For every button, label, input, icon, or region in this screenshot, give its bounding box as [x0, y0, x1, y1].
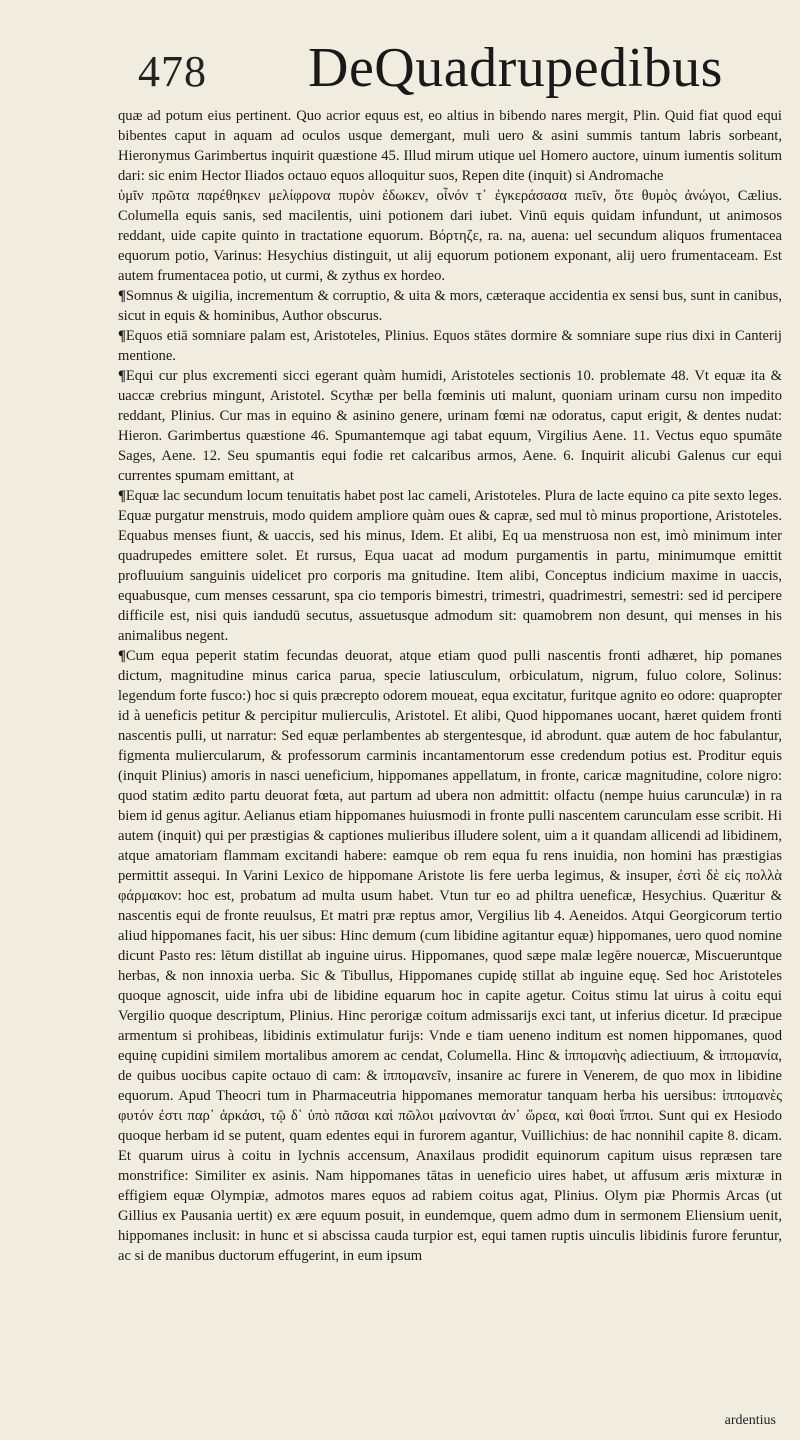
paragraph-hippomanes: ¶ Cum equa peperit statim fecundas deuorat, atque etiam quod pulli nascentis fronti adhæret, hip pomanes dictum, magnitudine minus carica parua, specie latiusculum, orbiculatum, nigrum, fuluo colore, Solinus: legendum forte fusco:) hoc si quis præcrepto odorem moueat, equa excitatur, furitque agnito eo odore: quapropter id à ueneficis petitur & percipitur mulierculis, Aristotel. Et alibi, Quod hippomanes uocant, hæret quidem fronti nascentis pulli, ut narratur: Sed equæ perlambentes ab stergentesque, id abrodunt. quæ autem de hoc fabulantur, figmenta muliercularum, & professorum carminis incantamentorum esse credendum potius est. Proditur equis (inquit Plinius) amoris in nasci ueneficium, hippomanes appellatum, in fronte, caricæ magnitudine, colore nigro: quod statim ædito partu deuorat fœta, aut partum ad ubera non admittit: olfactu (nempe huius carunculæ) in ra biem id genus agitur. Aelianus etiam hippomanes huiusmodi in fronte pulli nascentem carunculam esse scribit. Hi autem (inquit) qui per præstigias & captiones mulieribus illudere solent, uim a it quandam allicendi ad libidinem, atque amatoriam flammam excitandi habere: eamque ob rem equa fu rens inuidia, non homini has præstigias permittit assequi. In Varini Lexico de hippomane Aristote lis fere uerba legimus, & insuper, ἐστὶ δὲ εἰς πολλὰ φάρμακον: hoc est, probatum ad multa usum habet. Vtun tur eo ad philtra ueneficæ, Hesychius. Quæritur & nascentis equi de fronte reuulsus, Et matri præ reptus amor, Vergilius lib 4. Aeneidos. Atqui Georgicorum tertio aliud hippomanes facit, his uer sibus: Hinc demum (cum libidine agitantur equæ) hippomanes, uero quod nomine dicunt Pasto res: lētum distillat ab inguine uirus. Hippomanes, quod sæpe malæ legēre nouercæ, Miscueruntque herbas, & non innoxia uerba. Sic & Tibullus, Hippomanes cupidę stillat ab inguine equę. Sed hoc Aristoteles quoque agnoscit, uide infra ubi de libidine equarum hoc in capite agetur. Coitus stimu lat uirus à coitu equi Vergilio quoque descriptum, Plinius. Hinc perorigæ coitum admissarijs exci tant, ut inferius dicetur. Id præcipue armentum si prohibeas, libidinis extimulatur furijs: Vnde e tiam ueneno inditum est nomen hippomanes, quod equinę cupidini similem mortalibus amorem ac cendat, Columella. Hinc & ἱππομανὴς adiectiuum, & ἱππομανία, de quibus uocibus capite octauo di cam: & ἱππομανεῖν, insanire ac furere in Venerem, de quo mox in libidine equorum. Apud Theocri tum in Pharmaceutria hippomanes memoratur tanquam herba his uersibus: ἱππομανὲς φυτόν ἐστι παρ᾽ ἀρκάσι, τῷ δ᾽ ὑπὸ πᾶσαι καὶ πῶλοι μαίνονται ἀν᾽ ὤρεα, καὶ θοαὶ ἵπποι. Sunt qui ex Hesiodo quoque herbam id se putent, quam edentes equi in furorem agantur, Vuillichius: de hac nonnihil capite 8. dicam. Et quarum uirus à coitu in lychnis accensum, Anaxilaus prodidit equinorum capitum uisus repræsen tare monstrifice: Similiter ex asinis. Nam hippomanes tātas in ueneficio uires habet, ut affusum æris mixturæ in effigiem equæ Olympiæ, admotos mares equos ad rabiem coitus agat, Plinius. Olym piæ Phormis Arcas (ut Gillius ex Pausania uertit) ex ære equum posuit, in eundemque, quem admo dum in sermonem Eliensium uenit, hippomanes inclusit: in hunc et si abscissa cauda turpior est, equi tamen ruptis uinculis libidinis furore feruntur, ac si de manibus ductorum effugerint, in eum ipsum — [118, 646, 782, 1266]
paragraph-potus: quæ ad potum eius pertinent. Quo acrior equus est, eo altius in bibendo nares mergit, Plin. Quid fiat quod equi bibentes caput in aquam ad oculos usque demergant, muli uero & asini summis tantum labris sorbeant, Hieronymus Garimbertus inquirit quæstione 45. Illud mirum utique uel Homero auctore, uinum iumentis solitum dari: sic enim Hector Iliados octauo equos alloquitur suos, Repen dite (inquit) si Andromache — [118, 108, 782, 184]
paragraph-lac-menstrua: ¶ Equæ lac secundum locum tenuitatis habet post lac cameli, Aristoteles. Plura de lacte equino ca pite sexto leges. Equæ purgatur menstruis, modo quidem ampliore quàm oues & capræ, sed mul tò minus proportione, Aristoteles. Equabus menses fiunt, & uaccis, sed his minus, Idem. Et alibi, Eq ua menstruosa non est, imò minimum inter quadrupedes emittere solet. Et rursus, Equa uacat ad modum purgamentis in partu, minimumque emittit profluuium sanguinis uidelicet pro corporis ma gnitudine. Item alibi, Conceptus indicium maxime in uaccis, equabusque, cum menses cessarunt, spa cio temporis bimestri, trimestri, quadrimestri, semestri: sed id percipere difficile est, nisi quis iandudū secutus, assuetusque admodum sit: quamobrem non desunt, qui menses in his animalibus negent. — [118, 486, 782, 646]
paragraph-somnus: ¶ Somnus & uigilia, incrementum & corruptio, & uita & mors, cæteraque accidentia ex sensi bus, sunt in canibus, sicut in equis & hominibus, Author obscurus. — [118, 286, 782, 326]
paragraph-greek-quote: ὑμῖν πρῶτα παρέθηκεν μελίφρονα πυρὸν ἐδωκεν, οἶνόν τ᾽ ἐγκεράσασα πιεῖν, ὅτε θυμὸς ἀνώγοι, Cælius. Columella equis sanis, sed macilentis, uini potionem dari iubet. Vinū equis quidam infundunt, ut animosos reddant, uide capite quinto in tractatione equorum. Βόρτηζε, ra. na, auena: uel secundum aliquos frumentacea equorum potio, Varinus: Hesychius distinguit, ut alij equorum potionem exponant, alij uero frumentaceam. Est autem frumentacea potio, ut curmi, & zythus ex hordeo. — [118, 188, 782, 284]
page-header — [118, 36, 782, 100]
main-text — [118, 106, 782, 1266]
page-number: 478 — [138, 47, 207, 96]
paragraph-somniare: ¶ Equos etiā somniare palam est, Aristoteles, Plinius. Equos stātes dormire & somniare supe rius dixi in Canterij mentione. — [118, 326, 782, 366]
running-title: DeQuadrupedibus — [308, 37, 723, 99]
catchword: ardentius — [724, 1413, 776, 1428]
paragraph-excrementum: ¶ Equi cur plus excrementi sicci egerant quàm humidi, Aristoteles sectionis 10. problemate 48. Vt equæ ita & uaccæ crebrius mingunt, Aristotel. Scythæ per bella fœminis uti malunt, quoniam urinam cursu non impedito reddant, Plinius. Cur mas in equino & asinino genere, urinam fœmi næ odoratus, caput erigit, & dentes nudat: Hieron. Garimbertus quæstione 46. Spumantemque agi tabat equum, Virgilius Aene. 11. Vectus equo spumāte Sages, Aene. 12. Seu spumantis equi fodie ret calcaribus armos, Aene. 6. Inquirit alicubi Galenus cur equi currentes spumam emittant, at — [118, 366, 782, 486]
